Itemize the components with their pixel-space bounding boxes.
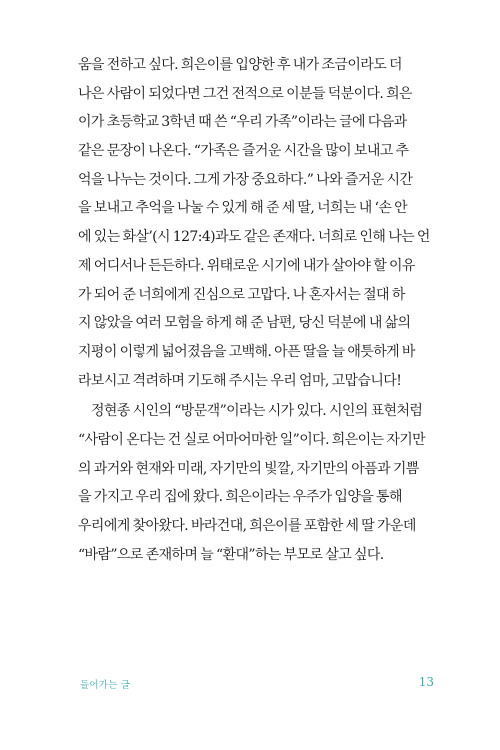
paragraph-1 bbox=[78, 51, 430, 395]
body-text bbox=[78, 51, 430, 569]
text-line: 지평이 이렇게 넓어졌음을 고백해. 아픈 딸을 늘 애틋하게 바 bbox=[78, 343, 415, 360]
text-line: “사람이 온다는 건 실로 어마어마한 일”이다. 희은이는 자기만 bbox=[78, 431, 426, 448]
text-line: 같은 문장이 나온다. “가족은 즐거운 시간을 많이 보내고 추 bbox=[78, 143, 409, 160]
text-line: 정현종 시인의 “방문객”이라는 시가 있다. 시인의 표현처럼 bbox=[91, 403, 423, 420]
text-line: 을 가지고 우리 집에 왔다. 희은이라는 우주가 입양을 통해 bbox=[78, 489, 402, 506]
text-line: 나은 사람이 되었다면 그건 전적으로 이분들 덕분이다. 희은 bbox=[78, 85, 412, 102]
page-number: 13 bbox=[418, 675, 434, 689]
text-line: 억을 나누는 것이다. 그게 가장 중요하다.” 나와 즐거운 시간 bbox=[78, 171, 413, 188]
running-footer-title: 들어가는 글 bbox=[80, 680, 131, 691]
text-line: 이가 초등학교 3학년 때 쓴 “우리 가족”이라는 글에 다음과 bbox=[78, 114, 407, 131]
text-line: 을 보내고 추억을 나눌 수 있게 해 준 세 딸, 너희는 내 ‘손 안 bbox=[78, 200, 408, 217]
text-line: 움을 전하고 싶다. 희은이를 입양한 후 내가 조금이라도 더 bbox=[78, 57, 402, 73]
text-line: “바람”으로 존재하며 늘 “환대”하는 부모로 살고 싶다. bbox=[78, 546, 384, 563]
text-line: 의 과거와 현재와 미래, 자기만의 빛깔, 자기만의 아픔과 기쁨 bbox=[78, 460, 419, 477]
text-line: 제 어디서나 든든하다. 위태로운 시기에 내가 살아야 할 이유 bbox=[78, 257, 415, 274]
text-line: 라보시고 격려하며 기도해 주시는 우리 엄마, 고맙습니다! bbox=[78, 372, 402, 389]
text-line: 에 있는 화살’(시 127:4)과도 같은 존재다. 너희로 인해 나는 언 bbox=[78, 229, 430, 246]
paragraph-2 bbox=[78, 397, 430, 569]
text-line: 지 않았을 여러 모험을 하게 해 준 남편, 당신 덕분에 내 삶의 bbox=[78, 315, 411, 332]
text-line: 우리에게 찾아왔다. 바라건대, 희은이를 포함한 세 딸 가운데 bbox=[78, 518, 416, 534]
text-line: 가 되어 준 너희에게 진심으로 고맙다. 나 혼자서는 절대 하 bbox=[78, 286, 405, 303]
